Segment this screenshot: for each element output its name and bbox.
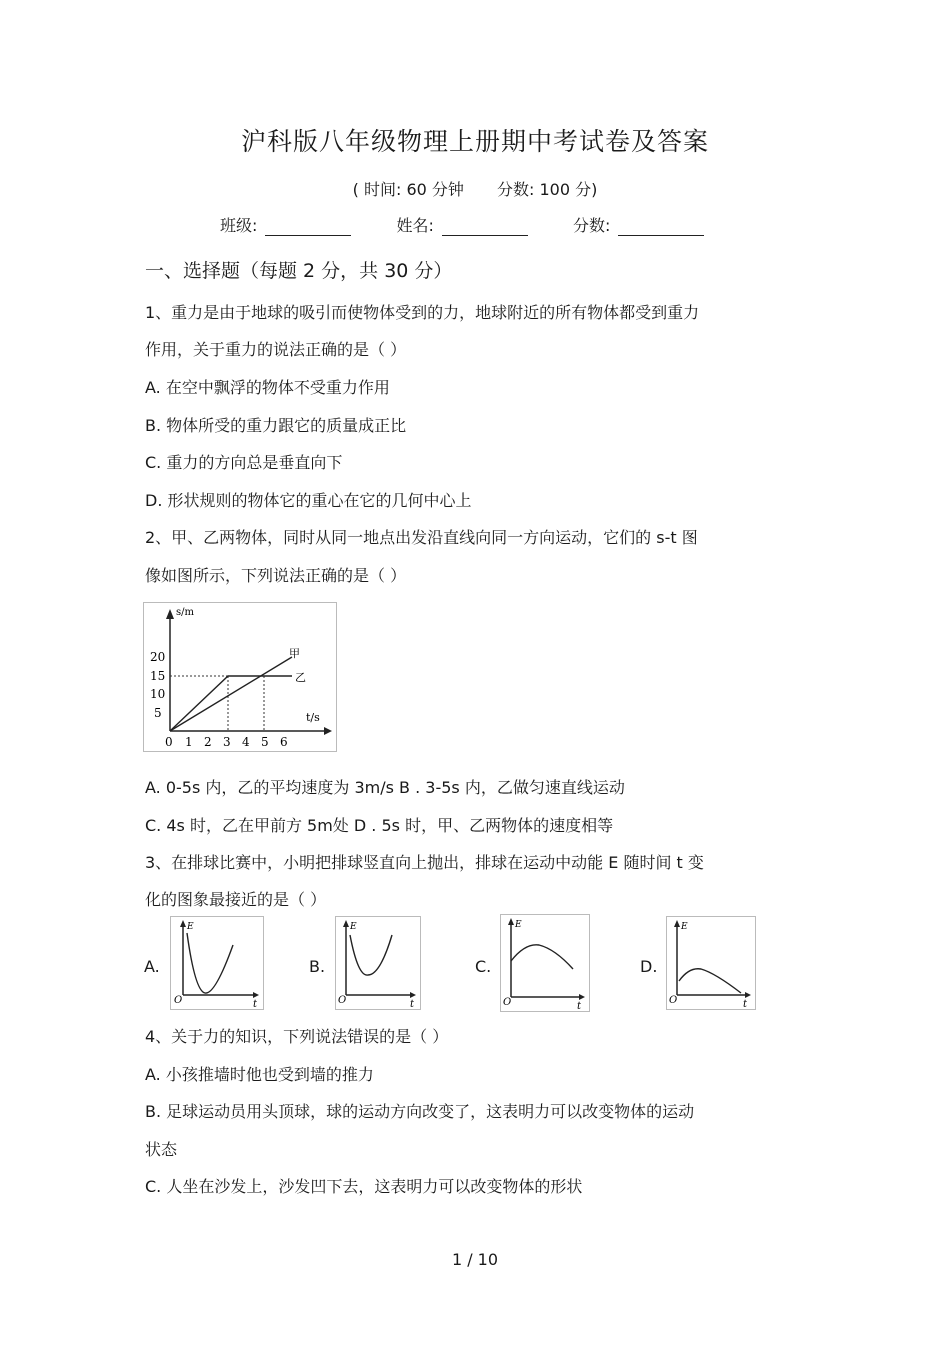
page-number: 1 / 10 — [451, 1250, 499, 1269]
q1-option-c: C. 重力的方向总是垂直向下 — [145, 453, 343, 472]
curve-c — [511, 945, 573, 969]
score-field — [573, 213, 704, 236]
x-tick-5: 5 — [261, 735, 269, 749]
q3-option-d-graph[interactable] — [666, 916, 756, 1010]
q1-stem-2: 作用，关于重力的说法正确的是（ ） — [145, 340, 407, 359]
class-field — [220, 213, 351, 236]
series-jia-line — [170, 657, 292, 731]
axis-t-label: t — [743, 999, 748, 1009]
axis-e-arrow — [674, 920, 680, 927]
q3-option-a-label: A. — [144, 957, 160, 976]
axis-e-label: E — [681, 922, 688, 932]
page-title: 沪科版八年级物理上册期中考试卷及答案 — [240, 127, 709, 156]
exam-time: ( 时间: 60 分钟 — [352, 180, 464, 199]
q1-stem-1: 1、重力是由于地球的吸引而使物体受到的力，地球附近的所有物体都受到重力 — [145, 303, 700, 322]
curve-d — [679, 969, 741, 993]
axis-t-label: t — [577, 1001, 582, 1011]
axis-e-arrow — [508, 918, 514, 925]
axis-e-arrow — [343, 920, 349, 927]
class-blank[interactable] — [265, 219, 351, 236]
series-jia-label: 甲 — [289, 647, 300, 660]
exam-info — [0, 177, 950, 200]
x-tick-2: 2 — [204, 735, 212, 749]
x-tick-4: 4 — [242, 735, 250, 749]
axis-t-arrow — [410, 992, 416, 998]
name-label: 姓名: — [396, 216, 434, 235]
q3-stem-2: 化的图象最接近的是（ ） — [145, 890, 327, 909]
q2-graph-svg — [144, 603, 336, 751]
curve-a — [187, 933, 233, 993]
y-axis-label: s/m — [176, 607, 194, 618]
y-tick-5: 5 — [154, 706, 162, 720]
q3-option-b-graph[interactable] — [335, 916, 421, 1010]
q3-option-a-graph[interactable] — [170, 916, 264, 1010]
x-tick-6: 6 — [280, 735, 288, 749]
series-yi-label: 乙 — [295, 671, 306, 684]
series-yi-line — [170, 676, 292, 731]
q3-option-d-label: D. — [640, 957, 658, 976]
q4-option-c: C. 人坐在沙发上，沙发凹下去，这表明力可以改变物体的形状 — [145, 1177, 583, 1196]
q2-options-cd: C. 4s 时，乙在甲前方 5m处 D . 5s 时，甲、乙两物体的速度相等 — [145, 816, 614, 835]
section-heading: 一、选择题（每题 2 分，共 30 分） — [145, 260, 453, 282]
q4-option-b-1: B. 足球运动员用头顶球，球的运动方向改变了，这表明力可以改变物体的运动 — [145, 1102, 695, 1121]
x-tick-3: 3 — [223, 735, 231, 749]
q4-stem: 4、关于力的知识，下列说法错误的是（ ） — [145, 1027, 449, 1046]
axis-e-label: E — [515, 920, 522, 930]
q3-stem-1: 3、在排球比赛中，小明把排球竖直向上抛出，排球在运动中动能 E 随时间 t 变 — [145, 853, 704, 872]
axis-t-label: t — [253, 999, 258, 1009]
y-tick-15: 15 — [150, 669, 166, 683]
origin-label: O — [338, 995, 347, 1006]
axis-t-arrow — [579, 994, 585, 1000]
class-label: 班级: — [220, 216, 258, 235]
axis-t-label: t — [410, 999, 415, 1009]
x-tick-1: 1 — [185, 735, 193, 749]
q1-option-b: B. 物体所受的重力跟它的质量成正比 — [145, 416, 407, 435]
name-blank[interactable] — [442, 219, 528, 236]
axis-t-arrow — [253, 992, 259, 998]
x-tick-0: 0 — [165, 735, 173, 749]
q4-option-a: A. 小孩推墙时他也受到墙的推力 — [145, 1065, 374, 1084]
exam-score: 分数: 100 分) — [497, 180, 598, 199]
y-tick-10: 10 — [150, 687, 166, 701]
q3-option-c-graph[interactable] — [500, 914, 590, 1012]
q2-st-graph — [143, 602, 337, 752]
axis-e-label: E — [187, 922, 194, 932]
q2-stem-2: 像如图所示，下列说法正确的是（ ） — [145, 566, 407, 585]
curve-b — [350, 935, 392, 975]
axis-e-arrow — [180, 920, 186, 927]
q1-option-d: D. 形状规则的物体它的重心在它的几何中心上 — [145, 491, 472, 510]
origin-label: O — [174, 995, 183, 1006]
q3-option-b-label: B. — [309, 957, 326, 976]
origin-label: O — [669, 995, 678, 1006]
y-tick-20: 20 — [150, 650, 166, 664]
score-label: 分数: — [573, 216, 611, 235]
axis-e-label: E — [350, 922, 357, 932]
q3-option-c-label: C. — [475, 957, 492, 976]
x-axis-arrow — [324, 727, 332, 735]
name-field — [397, 213, 528, 236]
y-axis-arrow — [166, 609, 174, 619]
q4-option-b-2: 状态 — [145, 1140, 178, 1159]
axis-t-arrow — [745, 992, 751, 998]
origin-label: O — [503, 997, 512, 1008]
score-blank[interactable] — [618, 219, 704, 236]
q1-option-a: A. 在空中飘浮的物体不受重力作用 — [145, 378, 390, 397]
student-fields — [220, 213, 744, 236]
x-axis-label: t/s — [306, 711, 320, 724]
q2-stem-1: 2、甲、乙两物体，同时从同一地点出发沿直线向同一方向运动，它们的 s-t 图 — [145, 528, 698, 547]
q2-options-ab: A. 0-5s 内，乙的平均速度为 3m/s B . 3-5s 内，乙做匀速直线运动 — [145, 778, 625, 797]
